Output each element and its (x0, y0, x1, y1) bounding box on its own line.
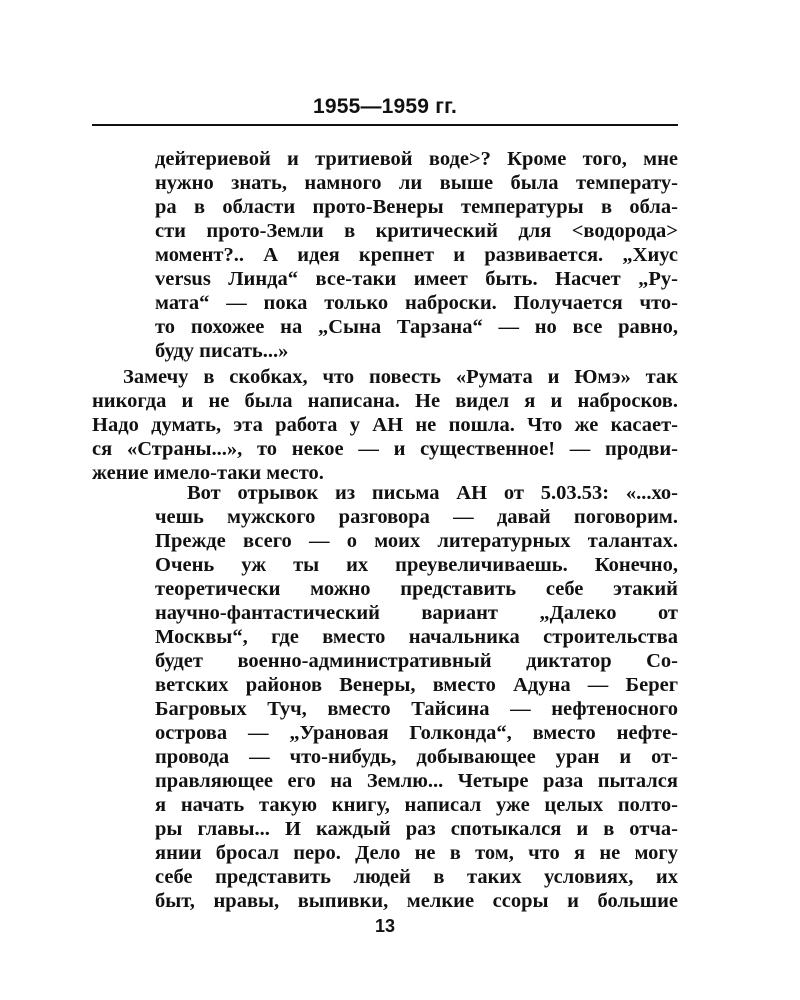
quote-line: Москвы“, где вместо начальника строительства (155, 626, 678, 648)
quote-line: янии бросал перо. Дело не в том, что я не могу (155, 842, 678, 864)
quote-line: ветских районов Венеры, вместо Адуна — Берег (155, 674, 678, 696)
quote-line: будет военно-административный диктатор Со- (155, 650, 678, 672)
paragraph-line: Надо думать, эта работа у АН не пошла. Что же касает- (92, 414, 678, 436)
quote-line: ры главы... И каждый раз спотыкался и в отча- (155, 818, 678, 840)
quote-line: то похожее на „Сына Тарзана“ — но все равно, (155, 316, 678, 338)
quote-line: сти прото-Земли в критический для <водорода> (155, 220, 678, 242)
quote-line: провода — что-нибудь, добывающее уран и от- (155, 746, 678, 768)
quote-line: себе представить людей в таких условиях, их (155, 866, 678, 888)
quote-line: научно-фантастический вариант „Далеко от (155, 602, 678, 624)
quote-line: дейтериевой и тритиевой воде>? Кроме того, мне (155, 148, 678, 170)
quote-line: нужно знать, намного ли выше была температу- (155, 172, 678, 194)
paragraph-line: никогда и не была написана. Не видел я и набросков. (92, 390, 678, 412)
running-head-title: 1955—1959 гг. (312, 95, 458, 118)
quote-line: versus Линда“ все-таки имеет быть. Насчет „Ру- (155, 268, 678, 290)
header-rule (92, 124, 678, 126)
quote-line: Вот отрывок из письма АН от 5.03.53: «...хо- (187, 482, 678, 504)
quote-line: Очень уж ты их преувеличиваешь. Конечно, (155, 554, 678, 576)
quote-line: острова — „Урановая Голконда“, вместо нефте- (155, 722, 678, 744)
quote-line: я начать такую книгу, написал уже целых полто- (155, 794, 678, 816)
paragraph-line: жение имело-таки место. (92, 462, 324, 484)
quote-line: Прежде всего — о моих литературных талантах. (155, 530, 678, 552)
quote-line: чешь мужского разговора — давай поговорим. (155, 506, 678, 528)
quote-line: мата“ — пока только наброски. Получается что- (155, 292, 678, 314)
quote-line: буду писать...» (155, 340, 289, 362)
paragraph-line: Замечу в скобках, что повесть «Румата и Юмэ» так (123, 366, 678, 388)
quote-line: быт, нравы, выпивки, мелкие ссоры и большие (155, 890, 678, 912)
quote-line: ра в области прото-Венеры температуры в обла- (155, 196, 678, 218)
quote-line: момент?.. А идея крепнет и развивается. „Хиус (155, 244, 678, 266)
page-number: 13 (374, 916, 396, 936)
paragraph-line: ся «Страны...», то некое — и существенное! — продви- (92, 438, 678, 460)
quote-line: Багровых Туч, вместо Тайсина — нефтеносного (155, 698, 678, 720)
quote-line: правляющее его на Землю... Четыре раза пытался (155, 770, 678, 792)
quote-line: теоретически можно представить себе этакий (155, 578, 678, 600)
